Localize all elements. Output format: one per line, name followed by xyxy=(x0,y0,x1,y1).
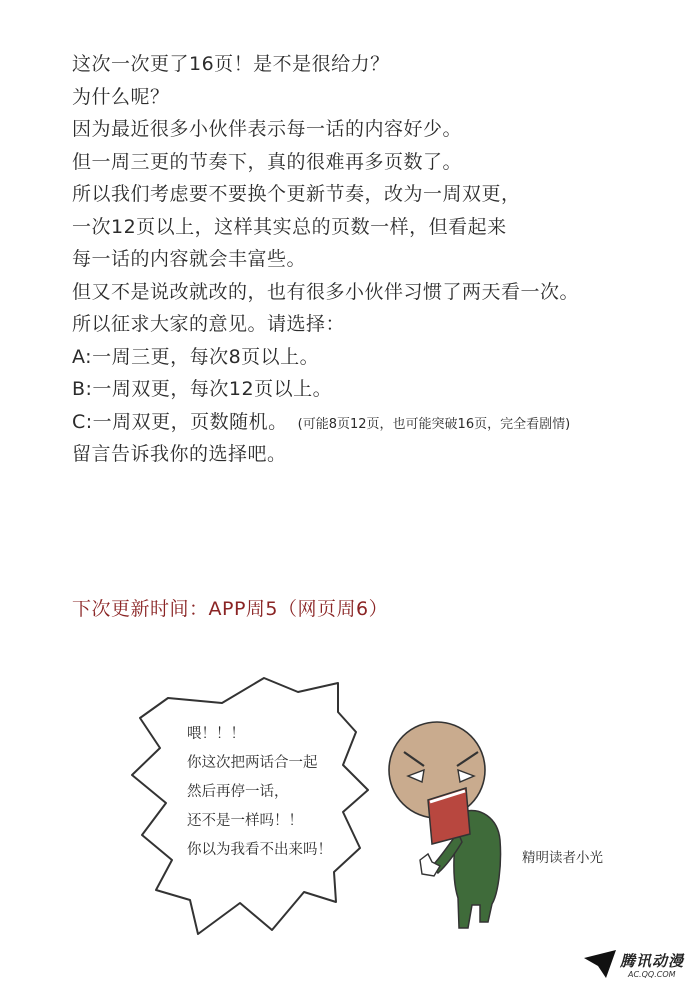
note-line: 留言告诉我你的选择吧。 xyxy=(72,443,287,465)
bubble-line: 还不是一样吗！！ xyxy=(187,813,303,829)
option-b: B:一周双更，每次12页以上。 xyxy=(72,378,333,400)
note-line: 所以征求大家的意见。请选择： xyxy=(72,313,346,335)
bubble-line: 然后再停一话， xyxy=(187,784,289,800)
reader-character xyxy=(389,722,501,928)
note-line: 这次一次更了16页！是不是很给力？ xyxy=(72,53,390,75)
option-a: A:一周三更，每次8页以上。 xyxy=(72,345,320,368)
tencent-comic-logo-icon xyxy=(584,950,616,978)
note-line: 一次12页以上，这样其实总的页数一样，但看起来 xyxy=(72,215,507,238)
bubble-line: 你以为我看不出来吗！ xyxy=(187,842,332,858)
note-line: 但又不是说改就改的，也有很多小伙伴习惯了两天看一次。 xyxy=(72,280,580,303)
watermark-url: AC.QQ.COM xyxy=(628,970,676,979)
option-c-note: (可能8页12页，也可能突破16页，完全看剧情) xyxy=(297,416,571,432)
speech-bubble-text xyxy=(187,720,332,865)
note-line: 但一周三更的节奏下，真的很难再多页数了。 xyxy=(72,150,463,173)
option-c-label: C:一周双更，页数随机。 xyxy=(72,410,288,433)
note-line: 因为最近很多小伙伴表示每一话的内容好少。 xyxy=(72,118,463,140)
note-line: 为什么呢？ xyxy=(72,85,170,108)
note-line: 每一话的内容就会丰富些。 xyxy=(72,248,307,270)
watermark-name: 腾讯动漫 xyxy=(620,952,685,970)
note-line: 所以我们考虑要不要换个更新节奏，改为一周双更， xyxy=(72,183,521,205)
bubble-line: 你这次把两话合一起 xyxy=(187,755,318,771)
bubble-line: 喂！！！ xyxy=(187,726,245,742)
update-schedule: 下次更新时间：APP周5（网页周6） xyxy=(72,598,389,620)
character-label: 精明读者小光 xyxy=(522,850,603,866)
